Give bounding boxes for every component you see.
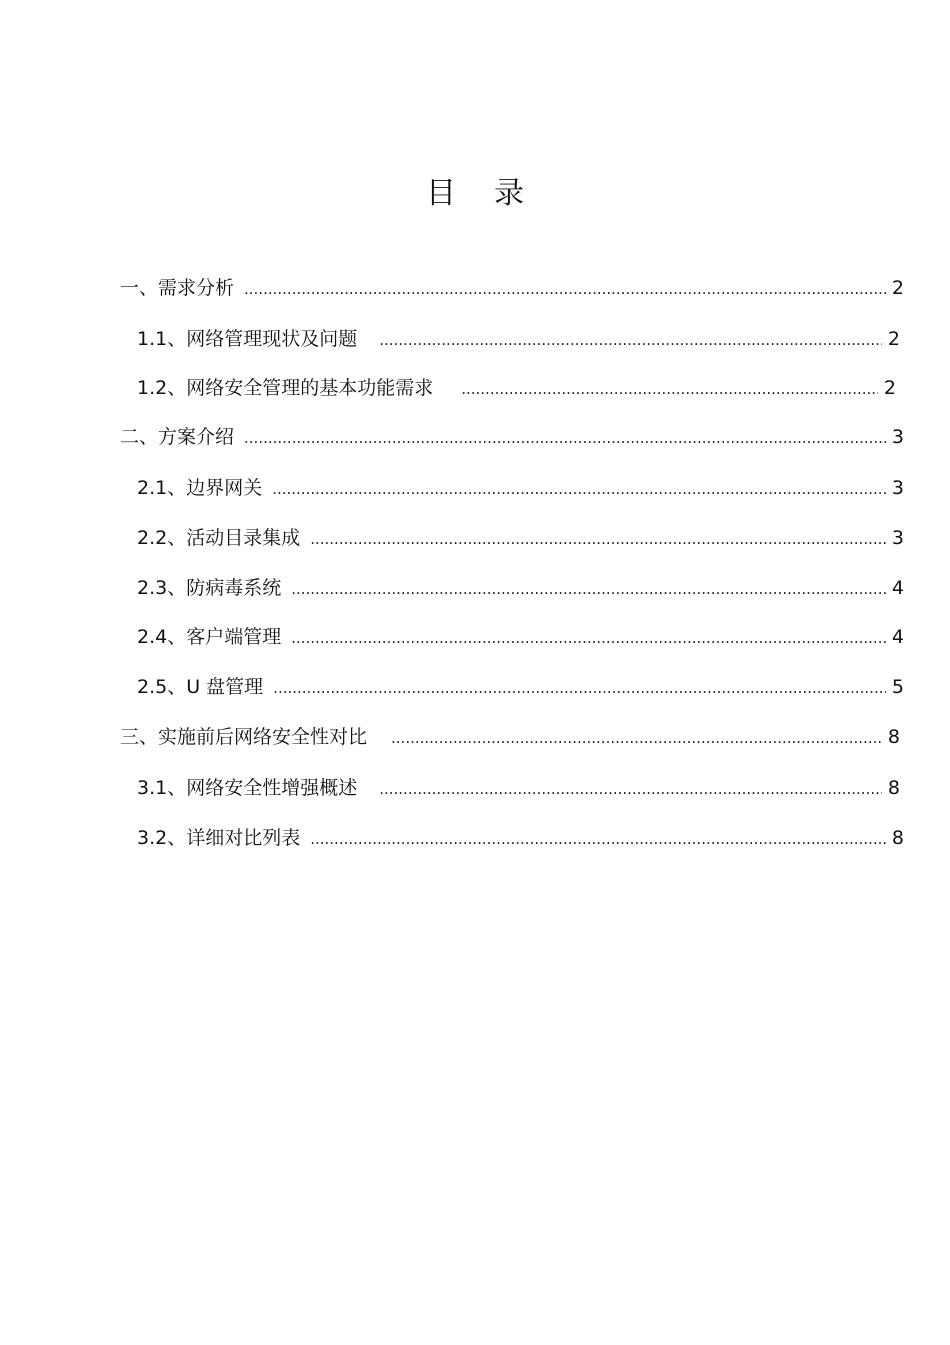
- toc-title-char-1: 目: [426, 176, 456, 211]
- toc-entry-3[interactable]: [120, 724, 900, 750]
- toc-leader: [391, 725, 882, 751]
- toc-entry-page: 2: [887, 328, 900, 350]
- toc-leader: [244, 425, 886, 451]
- toc-leader: [310, 826, 886, 852]
- toc-entry-label: 三、实施前后网络安全性对比: [120, 726, 368, 748]
- toc-entry-1-2[interactable]: [137, 375, 896, 401]
- toc-entry-2-1[interactable]: [137, 475, 904, 501]
- toc-entry-3-1[interactable]: [137, 775, 900, 801]
- toc-entry-page: 4: [891, 626, 904, 648]
- toc-entry-label: 2.2、活动目录集成: [137, 527, 301, 549]
- toc-leader: [244, 276, 886, 302]
- toc-entry-page: 3: [891, 426, 904, 448]
- toc-leader: [379, 327, 882, 353]
- toc-entry-label: 1.2、网络安全管理的基本功能需求: [137, 377, 434, 399]
- toc-entry-label: 2.4、客户端管理: [137, 626, 282, 648]
- toc-leader: [310, 526, 886, 552]
- toc-title-char-2: 录: [494, 176, 524, 211]
- toc-entry-2[interactable]: [120, 424, 904, 450]
- toc-entry-2-5[interactable]: [137, 674, 904, 700]
- toc-entry-label: 2.5、U 盘管理: [137, 676, 264, 698]
- toc-entry-page: 3: [891, 477, 904, 499]
- toc-entry-label: 3.2、详细对比列表: [137, 827, 301, 849]
- toc-entry-2-4[interactable]: [137, 624, 904, 650]
- toc-entry-page: 2: [883, 377, 896, 399]
- toc-entry-page: 8: [887, 777, 900, 799]
- toc-entry-label: 一、需求分析: [120, 277, 235, 299]
- toc-entry-label: 2.3、防病毒系统: [137, 577, 282, 599]
- toc-entry-label: 二、方案介绍: [120, 426, 235, 448]
- toc-entry-page: 5: [891, 676, 904, 698]
- toc-leader: [272, 476, 886, 502]
- toc-entry-1[interactable]: [120, 275, 904, 301]
- toc-entry-2-2[interactable]: [137, 525, 904, 551]
- toc-leader: [291, 625, 886, 651]
- toc-leader: [273, 675, 886, 701]
- toc-entry-page: 4: [891, 577, 904, 599]
- toc-entry-page: 2: [891, 277, 904, 299]
- toc-entry-1-1[interactable]: [137, 326, 900, 352]
- toc-entry-label: 2.1、边界网关: [137, 477, 263, 499]
- toc-entry-3-2[interactable]: [137, 825, 904, 851]
- toc-leader: [379, 776, 882, 802]
- toc-entry-page: 3: [891, 527, 904, 549]
- toc-leader: [461, 376, 878, 402]
- toc-entry-label: 3.1、网络安全性增强概述: [137, 777, 358, 799]
- toc-leader: [291, 576, 886, 602]
- toc-entry-label: 1.1、网络管理现状及问题: [137, 328, 358, 350]
- toc-entry-page: 8: [887, 726, 900, 748]
- toc-title: [0, 168, 950, 212]
- toc-entry-2-3[interactable]: [137, 575, 904, 601]
- toc-entry-page: 8: [891, 827, 904, 849]
